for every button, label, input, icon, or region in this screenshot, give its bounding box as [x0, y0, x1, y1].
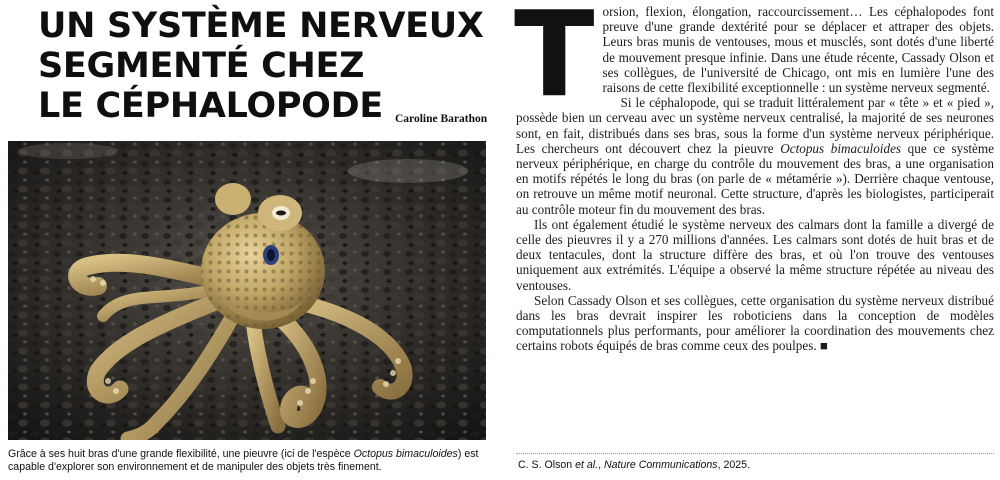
paragraph-4-text: Selon Cassady Olson et ses collègues, cette organisation du système nerveux distribué dans les bras devrait inspirer les roboticiens dans la conception de modèles computationnels plus performants, pour améliorer la coordination des mouvements chez certains robots équipés de bras comme ceux des poulpes. — [516, 292, 994, 354]
paragraph-2 — [516, 95, 994, 217]
paragraph-2-after: que ce système nerveux périphérique, en charge du contrôle du mouvement des bras, a une organisation en motifs répétés le long du bras (on parle de « métamérie »). Derrière chaque ventouse, on retrouve un même motif neuronal. Cette structure, d'après les biologistes, participerait au contrôle moteur fin du mouvement des bras. — [516, 140, 995, 217]
paragraph-2-before: Si le céphalopode, qui se traduit littéralement par « tête » et « pied », possède bien un cerveau avec un système nerveux centralisé, la majorité de ses neurones sont, en fait, distribués dans ses bras, sous la forme d'un système nerveux périphérique. Les chercheurs ont découvert chez la pieuvre — [516, 95, 994, 156]
drop-cap: T — [514, 0, 595, 123]
reference-year: , 2025. — [717, 459, 751, 471]
reference-citation — [518, 459, 750, 471]
reference-journal: Nature Communications — [603, 459, 718, 471]
photo-caption — [8, 448, 490, 474]
author-byline: Caroline Barathon — [395, 113, 488, 125]
paragraph-2-species: Octopus bimaculoides — [780, 140, 902, 156]
octopus-photo — [8, 141, 486, 440]
paragraph-3: Ils ont également étudié le système nerveux des calmars dont la famille a divergé de celle des pieuvres il y a 270 millions d'années. Les calmars sont dotés de huit bras et de deux tentacules, dont la structure diffère des bras, et où l'on trouve des ventouses uniquement aux extrémités. L'équipe a observé la même structure répétée au niveau des ventouses. — [516, 216, 994, 293]
article-title — [38, 6, 508, 126]
title-line-2: SEGMENTÉ CHEZ — [38, 46, 365, 86]
caption-text-before: Grâce à ses huit bras d'une grande flexibilité, une pieuvre (ici de l'espèce — [8, 448, 354, 460]
octopus-illustration — [8, 141, 486, 440]
paragraph-1-text: orsion, flexion, élongation, raccourcissement… Les céphalopodes font preuve d'une grande dextérité pour se déplacer et attraper des objets. Leurs bras munis de ventouses, mous et musclés, sont dotés d'une liberté de mouvement presque infinie. Dans une étude récente, Cassady Olson et ses collègues, de l'université de Chicago, ont mis en lumière l'une des raisons de cette flexibilité exceptionnelle : un système nerveux segmenté. — [602, 4, 994, 96]
title-line-1: UN SYSTÈME NERVEUX — [38, 6, 484, 46]
paragraph-4 — [516, 293, 994, 354]
article-body — [514, 0, 995, 354]
paragraph-1 — [514, 0, 994, 123]
title-line-3: LE CÉPHALOPODE — [38, 86, 383, 126]
reference-authors: C. S. Olson — [518, 459, 576, 471]
reference-etal: et al. — [575, 459, 599, 471]
reference-divider — [516, 453, 994, 454]
reference-sep: , — [598, 459, 604, 471]
end-mark: ■ — [816, 338, 828, 354]
caption-text-after: ) est capable d'explorer son environnement et de manipuler des objets très finement. — [8, 448, 479, 473]
caption-species: Octopus bimaculoides — [353, 448, 458, 460]
